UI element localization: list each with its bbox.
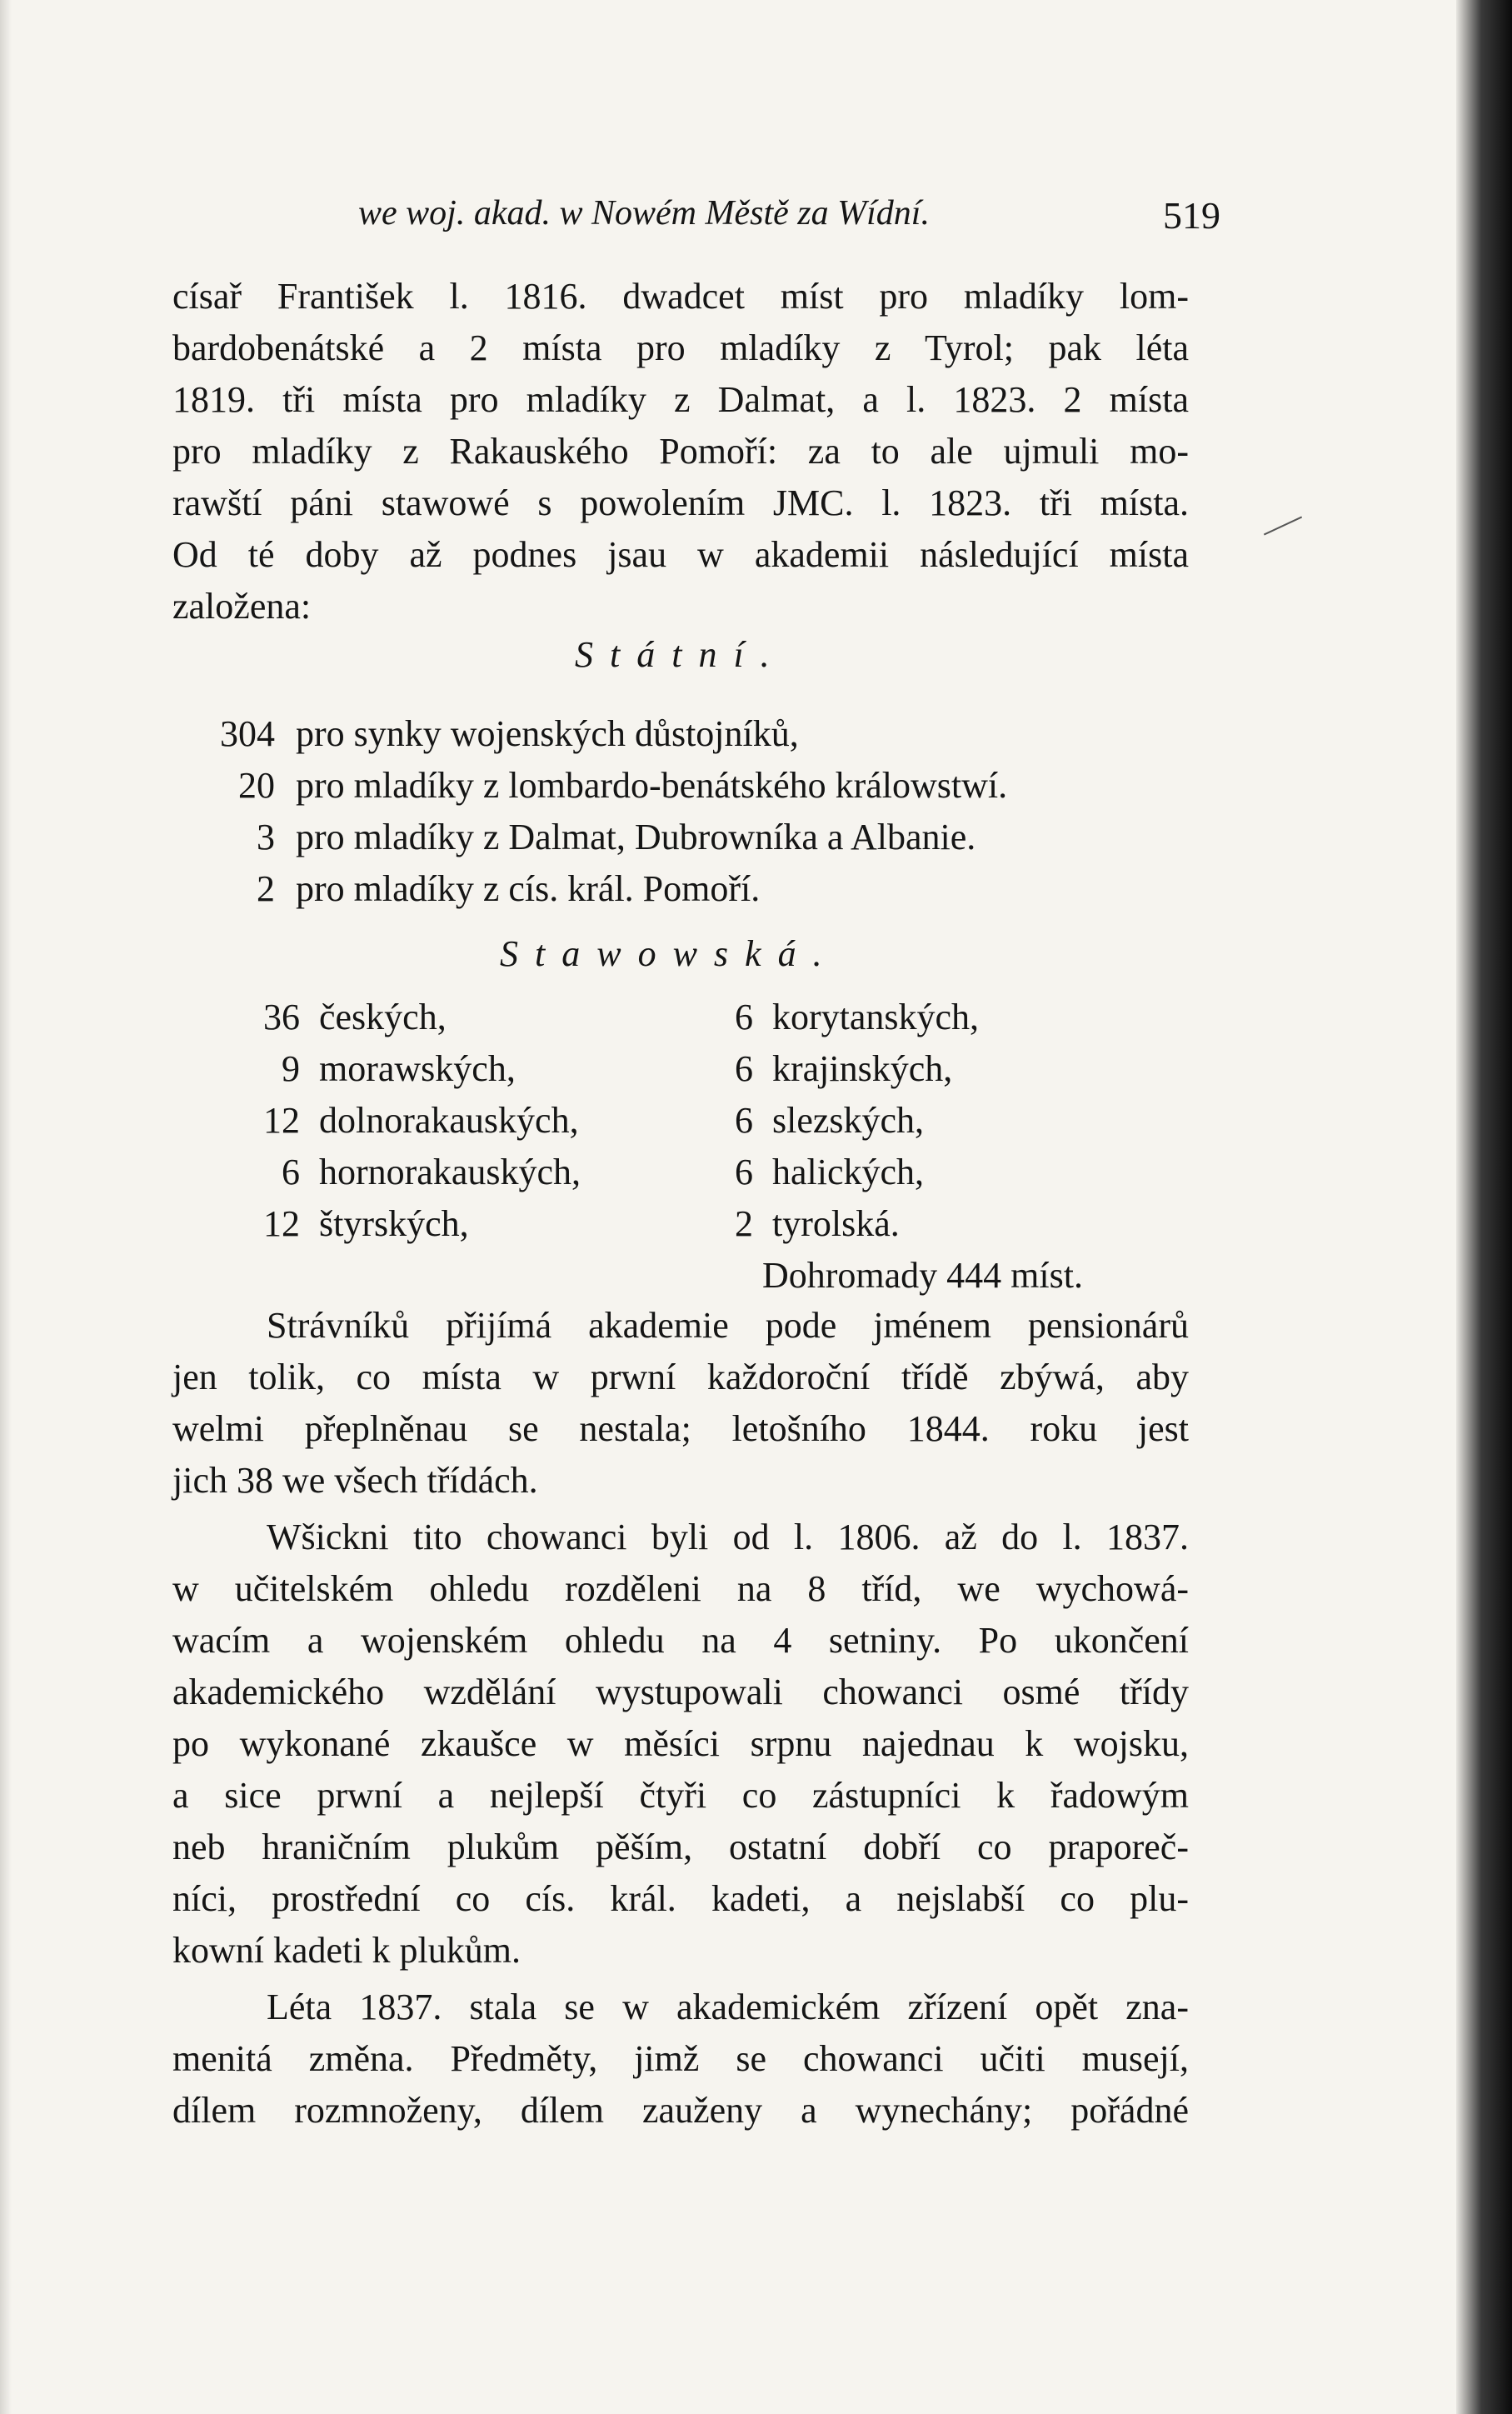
item-count: 12	[263, 1100, 300, 1141]
text-line: a sice prwní a nejlepší čtyři co zástupníci k řadowým	[172, 1775, 1189, 1816]
running-header: we woj. akad. w Nowém Městě za Wídní.	[358, 194, 930, 232]
item-text: pro mladíky z Dalmat, Dubrowníka a Albanie.	[296, 817, 976, 857]
text-line: welmi přeplněnau se nestala; letošního 1844. roku jest	[172, 1408, 1189, 1449]
list-item	[208, 863, 760, 915]
item-count: 20	[238, 765, 275, 806]
text-line: jich 38 we všech třídách.	[172, 1460, 538, 1501]
text-line: w učitelském ohledu rozděleni na 8 tříd, we wychowá-	[172, 1568, 1189, 1609]
item-text: českých,	[319, 997, 447, 1037]
item-text: korytanských,	[772, 997, 980, 1037]
text-line: Od té doby až podnes jsau w akademii následující místa	[172, 534, 1189, 575]
page-right-edge	[1456, 0, 1512, 2414]
estate-right-item	[725, 1095, 924, 1147]
item-count: 6	[282, 1152, 300, 1192]
text-line: wacím a wojenském ohledu na 4 setniny. Po ukončení	[172, 1620, 1189, 1661]
item-text: pro mladíky z lombardo-benátského králowstwí.	[296, 765, 1008, 806]
text-line: neb hraničním plukům pěším, ostatní dobří co praporeč-	[172, 1827, 1189, 1867]
text-line: jen tolik, co místa w prwní každoroční třídě zbýwá, aby	[172, 1357, 1189, 1397]
item-count: 2	[735, 1203, 753, 1244]
item-count: 36	[263, 997, 300, 1037]
item-count: 6	[735, 997, 753, 1037]
item-count: 6	[735, 1100, 753, 1141]
estate-left-item	[250, 1147, 581, 1198]
list-item	[208, 760, 1007, 812]
item-count: 3	[257, 817, 275, 857]
item-count: 2	[257, 868, 275, 909]
item-text: dolnorakauských,	[319, 1100, 579, 1141]
estate-right-item	[725, 1198, 900, 1250]
page-left-edge	[0, 0, 12, 2414]
item-text: tyrolská.	[772, 1203, 900, 1244]
text-line: Strávníků přijímá akademie pode jménem pensionárů	[267, 1305, 1189, 1346]
text-line: dílem rozmnoženy, dílem zauženy a wynechány; pořádné	[172, 2090, 1189, 2131]
item-count: 9	[282, 1048, 300, 1089]
item-text: hornorakauských,	[319, 1152, 581, 1192]
item-text: pro mladíky z cís. král. Pomoří.	[296, 868, 761, 909]
estate-left-item	[250, 1095, 579, 1147]
section-heading-state: Státní.	[575, 634, 786, 675]
text-line: akademického wzdělání wystupowali chowanci osmé třídy	[172, 1672, 1189, 1712]
margin-mark	[1264, 517, 1302, 536]
text-line: 1819. tři místa pro mladíky z Dalmat, a l. 1823. 2 místa	[172, 379, 1189, 420]
text-line: Wšickni tito chowanci byli od l. 1806. až do l. 1837.	[267, 1517, 1189, 1557]
item-count: 6	[735, 1152, 753, 1192]
text-line: menitá změna. Předměty, jimž se chowanci učiti musejí,	[172, 2038, 1189, 2079]
text-line: po wykonané zkaušce w měsíci srpnu najednau k wojsku,	[172, 1723, 1189, 1764]
page-number: 519	[1163, 194, 1220, 237]
estate-left-item	[250, 1198, 469, 1250]
text-line: císař František l. 1816. dwadcet míst pro mladíky lom-	[172, 276, 1189, 317]
item-text: halických,	[772, 1152, 925, 1192]
estate-right-item	[725, 992, 979, 1043]
item-text: krajinských,	[772, 1048, 953, 1089]
item-count: 12	[263, 1203, 300, 1244]
item-text: pro synky wojenských důstojníků,	[296, 713, 799, 754]
text-line: rawští páni stawowé s powolením JMC. l. 1823. tři místa.	[172, 482, 1189, 523]
text-line: založena:	[172, 586, 312, 627]
estates-total: Dohromady 444 míst.	[762, 1255, 1083, 1296]
text-line: pro mladíky z Rakauského Pomoří: za to ale ujmuli mo-	[172, 431, 1189, 472]
estate-right-item	[725, 1147, 924, 1198]
item-count: 6	[735, 1048, 753, 1089]
text-line: bardobenátské a 2 místa pro mladíky z Tyrol; pak léta	[172, 327, 1189, 368]
item-text: štyrských,	[319, 1203, 469, 1244]
text-line: níci, prostřední co cís. král. kadeti, a nejslabší co plu-	[172, 1878, 1189, 1919]
item-text: slezských,	[772, 1100, 925, 1141]
item-text: morawských,	[319, 1048, 516, 1089]
text-line: Léta 1837. stala se w akademickém zřízení opět zna-	[267, 1987, 1189, 2027]
estate-right-item	[725, 1043, 952, 1095]
section-heading-estates: Stawowská.	[500, 933, 839, 974]
item-count: 304	[220, 713, 275, 754]
estate-left-item	[250, 1043, 516, 1095]
estate-left-item	[250, 992, 447, 1043]
list-item	[208, 708, 799, 760]
list-item	[208, 812, 976, 863]
text-line: kowní kadeti k plukům.	[172, 1930, 521, 1971]
